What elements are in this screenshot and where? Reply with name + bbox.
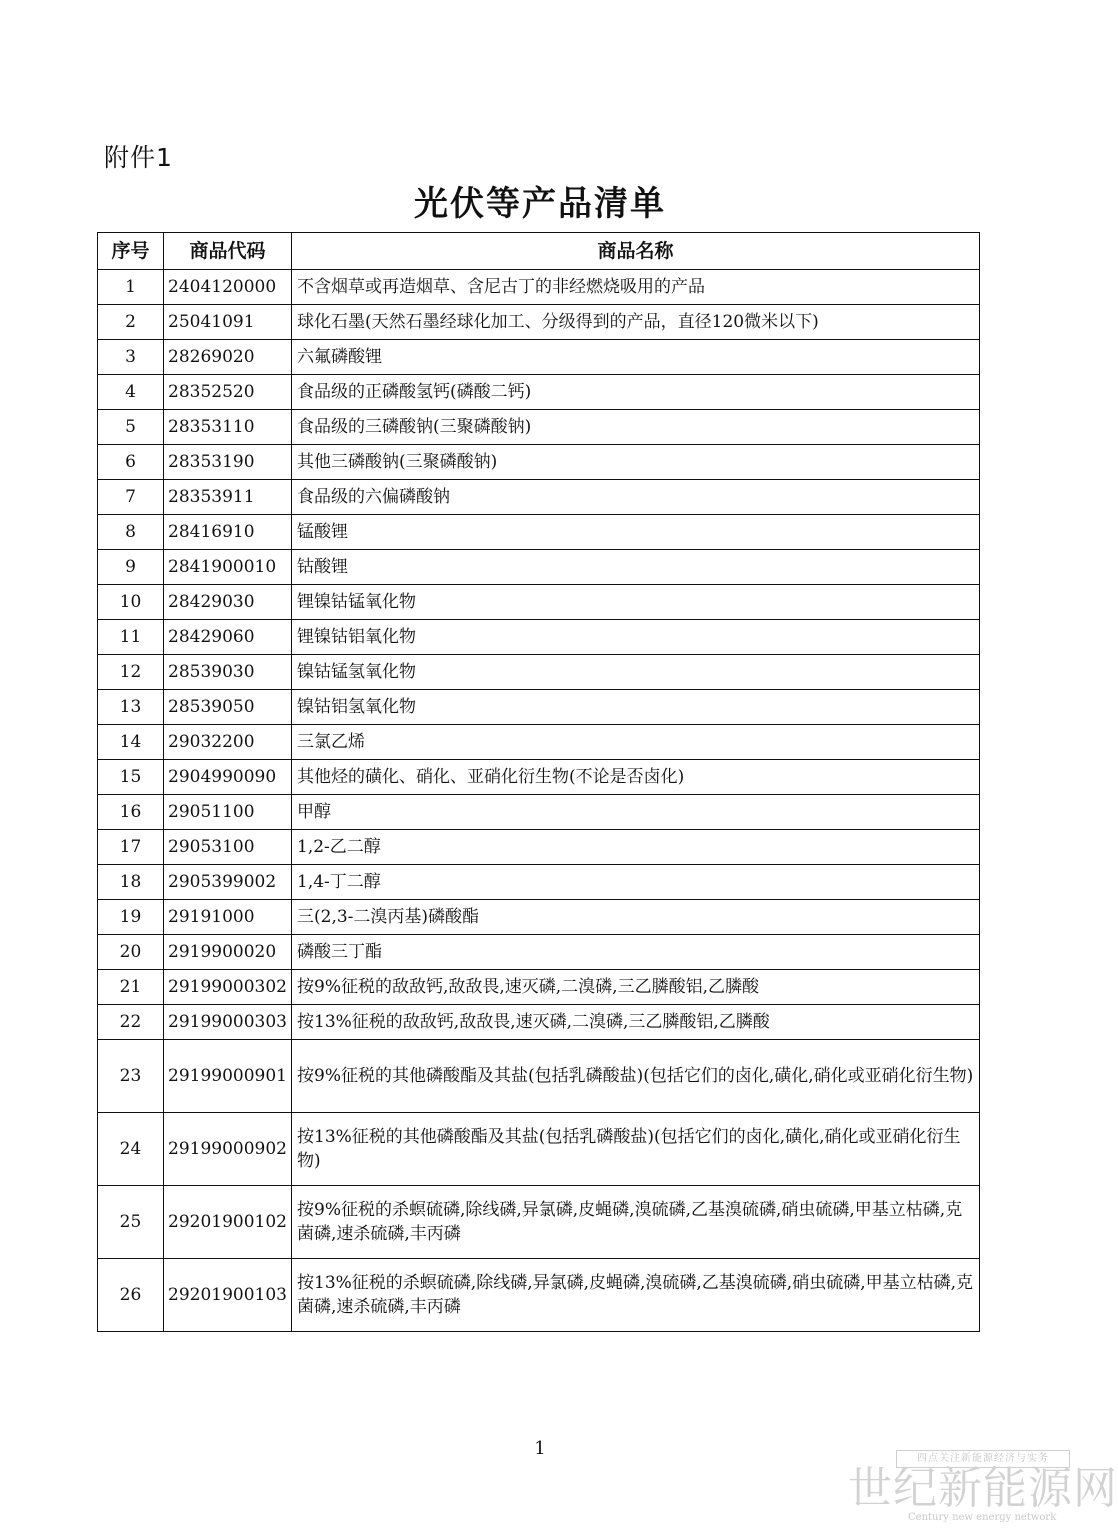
- table-row: [98, 270, 980, 305]
- table-row: [98, 760, 980, 795]
- cell-name: 三氯乙烯: [292, 725, 980, 760]
- cell-code: 29201900103: [164, 1259, 292, 1332]
- cell-name: 食品级的正磷酸氢钙(磷酸二钙): [292, 375, 980, 410]
- table-row: [98, 970, 980, 1005]
- cell-name: 钴酸锂: [292, 550, 980, 585]
- cell-name: 食品级的六偏磷酸钠: [292, 480, 980, 515]
- cell-code: 25041091: [164, 305, 292, 340]
- cell-number: 25: [98, 1186, 164, 1259]
- table-row: [98, 305, 980, 340]
- cell-name: 1,4-丁二醇: [292, 865, 980, 900]
- cell-code: 29051100: [164, 795, 292, 830]
- cell-code: 2404120000: [164, 270, 292, 305]
- cell-name: 锂镍钴铝氧化物: [292, 620, 980, 655]
- cell-code: 2904990090: [164, 760, 292, 795]
- cell-code: 28429030: [164, 585, 292, 620]
- table-row: [98, 410, 980, 445]
- cell-name: 其他烃的磺化、硝化、亚硝化衍生物(不论是否卤化): [292, 760, 980, 795]
- cell-name: 按9%征税的其他磷酸酯及其盐(包括乳磷酸盐)(包括它们的卤化,磺化,硝化或亚硝化衍生物): [292, 1040, 980, 1113]
- cell-number: 26: [98, 1259, 164, 1332]
- cell-name: 按9%征税的敌敌钙,敌敌畏,速灭磷,二溴磷,三乙膦酸铝,乙膦酸: [292, 970, 980, 1005]
- cell-number: 16: [98, 795, 164, 830]
- table-row: [98, 620, 980, 655]
- cell-code: 28352520: [164, 375, 292, 410]
- table-row: [98, 900, 980, 935]
- attachment-label: 附件1: [104, 143, 173, 172]
- cell-name: 按9%征税的杀螟硫磷,除线磷,异氯磷,皮蝇磷,溴硫磷,乙基溴硫磷,硝虫硫磷,甲基立枯磷,克菌磷,速杀硫磷,丰丙磷: [292, 1186, 980, 1259]
- cell-name: 按13%征税的其他磷酸酯及其盐(包括乳磷酸盐)(包括它们的卤化,磺化,硝化或亚硝化衍生物): [292, 1113, 980, 1186]
- table-row: [98, 1186, 980, 1259]
- cell-name: 不含烟草或再造烟草、含尼古丁的非经燃烧吸用的产品: [292, 270, 980, 305]
- cell-code: 2841900010: [164, 550, 292, 585]
- cell-name: 镍钴锰氢氧化物: [292, 655, 980, 690]
- cell-code: 29199000901: [164, 1040, 292, 1113]
- cell-code: 28416910: [164, 515, 292, 550]
- cell-code: 28353911: [164, 480, 292, 515]
- cell-number: 11: [98, 620, 164, 655]
- cell-code: 29199000302: [164, 970, 292, 1005]
- table-row: [98, 690, 980, 725]
- table-header-row: [98, 233, 980, 270]
- table-row: [98, 1040, 980, 1113]
- cell-number: 23: [98, 1040, 164, 1113]
- table-row: [98, 480, 980, 515]
- table-row: [98, 935, 980, 970]
- table-row: [98, 585, 980, 620]
- cell-number: 7: [98, 480, 164, 515]
- cell-name: 食品级的三磷酸钠(三聚磷酸钠): [292, 410, 980, 445]
- cell-name: 锰酸锂: [292, 515, 980, 550]
- cell-number: 3: [98, 340, 164, 375]
- cell-number: 5: [98, 410, 164, 445]
- cell-name: 球化石墨(天然石墨经球化加工、分级得到的产品，直径120微米以下): [292, 305, 980, 340]
- cell-code: 29032200: [164, 725, 292, 760]
- cell-name: 1,2-乙二醇: [292, 830, 980, 865]
- cell-name: 其他三磷酸钠(三聚磷酸钠): [292, 445, 980, 480]
- cell-name: 六氟磷酸锂: [292, 340, 980, 375]
- cell-number: 22: [98, 1005, 164, 1040]
- watermark-english: Century new energy network: [908, 1512, 1057, 1523]
- cell-number: 17: [98, 830, 164, 865]
- cell-code: 2905399002: [164, 865, 292, 900]
- cell-number: 13: [98, 690, 164, 725]
- table-row: [98, 795, 980, 830]
- cell-name: 锂镍钴锰氧化物: [292, 585, 980, 620]
- cell-name: 镍钴铝氢氧化物: [292, 690, 980, 725]
- table-row: [98, 340, 980, 375]
- cell-number: 18: [98, 865, 164, 900]
- cell-number: 15: [98, 760, 164, 795]
- cell-name: 三(2,3-二溴丙基)磷酸酯: [292, 900, 980, 935]
- table-row: [98, 375, 980, 410]
- cell-code: 2919900020: [164, 935, 292, 970]
- cell-number: 21: [98, 970, 164, 1005]
- cell-number: 10: [98, 585, 164, 620]
- cell-number: 2: [98, 305, 164, 340]
- cell-number: 19: [98, 900, 164, 935]
- watermark-tagline: 四点关注新能源经济与实务: [896, 1450, 1070, 1468]
- cell-code: 28353110: [164, 410, 292, 445]
- cell-code: 29201900102: [164, 1186, 292, 1259]
- table-row: [98, 445, 980, 480]
- cell-number: 14: [98, 725, 164, 760]
- watermark-logo: [848, 1450, 1118, 1526]
- column-header-code: 商品代码: [164, 233, 292, 270]
- cell-code: 28539030: [164, 655, 292, 690]
- product-list-table: [97, 232, 980, 1332]
- table-body: [98, 270, 980, 1332]
- cell-name: 按13%征税的杀螟硫磷,除线磷,异氯磷,皮蝇磷,溴硫磷,乙基溴硫磷,硝虫硫磷,甲基立枯磷,克菌磷,速杀硫磷,丰丙磷: [292, 1259, 980, 1332]
- page-number: 1: [534, 1438, 546, 1459]
- cell-number: 9: [98, 550, 164, 585]
- column-header-number: 序号: [98, 233, 164, 270]
- cell-code: 28353190: [164, 445, 292, 480]
- table-row: [98, 655, 980, 690]
- cell-code: 28429060: [164, 620, 292, 655]
- column-header-name: 商品名称: [292, 233, 980, 270]
- table-row: [98, 830, 980, 865]
- cell-number: 20: [98, 935, 164, 970]
- table-row: [98, 725, 980, 760]
- cell-code: 28269020: [164, 340, 292, 375]
- document-title: 光伏等产品清单: [414, 184, 666, 224]
- table-row: [98, 865, 980, 900]
- cell-code: 29199000902: [164, 1113, 292, 1186]
- cell-name: 按13%征税的敌敌钙,敌敌畏,速灭磷,二溴磷,三乙膦酸铝,乙膦酸: [292, 1005, 980, 1040]
- table-row: [98, 1113, 980, 1186]
- cell-number: 4: [98, 375, 164, 410]
- cell-number: 12: [98, 655, 164, 690]
- table-row: [98, 1005, 980, 1040]
- cell-number: 1: [98, 270, 164, 305]
- cell-code: 29053100: [164, 830, 292, 865]
- table-row: [98, 515, 980, 550]
- cell-number: 6: [98, 445, 164, 480]
- table-row: [98, 1259, 980, 1332]
- cell-name: 磷酸三丁酯: [292, 935, 980, 970]
- cell-number: 8: [98, 515, 164, 550]
- cell-number: 24: [98, 1113, 164, 1186]
- cell-code: 28539050: [164, 690, 292, 725]
- table-row: [98, 550, 980, 585]
- cell-code: 29191000: [164, 900, 292, 935]
- watermark-name: 世纪新能源网: [848, 1463, 1118, 1514]
- cell-name: 甲醇: [292, 795, 980, 830]
- cell-code: 29199000303: [164, 1005, 292, 1040]
